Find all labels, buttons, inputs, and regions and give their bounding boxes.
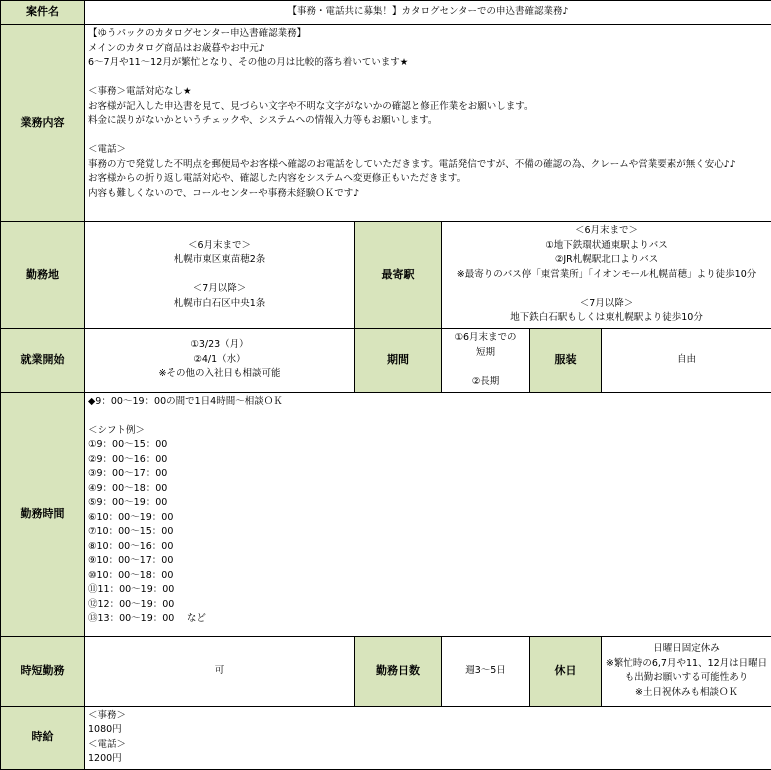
work-days-label: 勤務日数: [355, 636, 442, 706]
location-line: ＜6月末まで＞: [88, 239, 351, 254]
business-content-value: [85, 25, 771, 222]
dress-label: 服装: [530, 328, 602, 392]
shift-example: ⑨10：00～17：00: [88, 554, 768, 569]
business-line: メインのカタログ商品はお歳暮やお中元♪: [88, 42, 768, 57]
dress-value: 自由: [602, 328, 771, 392]
short-time-value: 可: [85, 636, 355, 706]
wage-line: ＜電話＞: [88, 738, 768, 753]
case-name-value: 【事務・電話共に募集！】カタログセンターでの申込書確認業務♪: [85, 1, 771, 25]
start-line: ①3/23（月）: [88, 338, 351, 353]
start-line: ②4/1（水）: [88, 353, 351, 368]
holiday-line: も出勤お願いする可能性あり: [605, 671, 768, 686]
row-short-time: [1, 636, 771, 706]
business-line: 内容も難しくないので、コールセンターや事務未経験ＯＫです♪: [88, 187, 768, 202]
row-work-location: [1, 222, 771, 329]
wage-line: 1080円: [88, 723, 768, 738]
hours-label: 勤務時間: [1, 392, 85, 636]
row-start: [1, 328, 771, 392]
business-line: 6～7月や11～12月が繁忙となり、その他の月は比較的落ち着いています★: [88, 56, 768, 71]
wage-line: 1200円: [88, 752, 768, 767]
shift-example: ⑧10：00～16：00: [88, 540, 768, 555]
hours-line: ＜シフト例＞: [88, 424, 768, 439]
wage-label: 時給: [1, 706, 85, 769]
business-content-label: 業務内容: [1, 25, 85, 222]
period-line: ①6月末までの: [445, 331, 526, 346]
period-line: 短期: [445, 346, 526, 361]
shift-example: ①9：00～15：00: [88, 438, 768, 453]
business-line: ＜電話＞: [88, 143, 768, 158]
start-label: 就業開始: [1, 328, 85, 392]
shift-example: ⑫12：00～19：00: [88, 598, 768, 613]
nearest-station-value: [442, 222, 771, 329]
shift-example: ④9：00～18：00: [88, 482, 768, 497]
shift-example: ②9：00～16：00: [88, 453, 768, 468]
period-label: 期間: [355, 328, 442, 392]
hours-line: ◆9：00～19：00の間で1日4時間～相談ＯＫ: [88, 395, 768, 410]
row-case-name: [1, 1, 771, 25]
business-line: ＜事務＞電話対応なし★: [88, 85, 768, 100]
work-days-value: 週3～5日: [442, 636, 530, 706]
holiday-value: [602, 636, 771, 706]
period-value: [442, 328, 530, 392]
business-line: お客様が記入した申込書を見て、見づらい文字や不明な文字がないかの確認と修正作業をお願いします。: [88, 100, 768, 115]
work-location-value: [85, 222, 355, 329]
location-line: 札幌市白石区中央1条: [88, 297, 351, 312]
station-line: ＜6月末まで＞: [445, 224, 768, 239]
row-hours: [1, 392, 771, 636]
shift-example: ⑪11：00～19：00: [88, 583, 768, 598]
row-wage: [1, 706, 771, 769]
location-line: 札幌市東区東苗穂2条: [88, 253, 351, 268]
wage-value: [85, 706, 771, 769]
wage-line: ＜事務＞: [88, 709, 768, 724]
start-value: [85, 328, 355, 392]
shift-example: ⑬13：00～19：00 など: [88, 612, 768, 627]
period-line: ②長期: [445, 375, 526, 390]
station-line: ※最寄りのバス停「東営業所」「イオンモール札幌苗穂」より徒歩10分: [445, 268, 768, 283]
station-line: 地下鉄白石駅もしくは東札幌駅より徒歩10分: [445, 311, 768, 326]
row-business-content: [1, 25, 771, 222]
business-line: 料金に誤りがないかというチェックや、システムへの情報入力等もお願いします。: [88, 114, 768, 129]
short-time-label: 時短勤務: [1, 636, 85, 706]
shift-example: ⑤9：00～19：00: [88, 496, 768, 511]
hours-value: [85, 392, 771, 636]
case-name-label: 案件名: [1, 1, 85, 25]
holiday-line: ※繁忙時の6,7月や11、12月は日曜日: [605, 657, 768, 672]
shift-example: ⑦10：00～15：00: [88, 525, 768, 540]
work-location-label: 勤務地: [1, 222, 85, 329]
holiday-line: ※土日祝休みも相談ＯＫ: [605, 686, 768, 701]
nearest-station-label: 最寄駅: [355, 222, 442, 329]
shift-example: ⑩10：00～18：00: [88, 569, 768, 584]
business-line: お客様からの折り返し電話対応や、確認した内容をシステムへ変更修正もいただきます。: [88, 172, 768, 187]
station-line: ①地下鉄環状通東駅よりバス: [445, 239, 768, 254]
station-line: ②JR札幌駅北口よりバス: [445, 253, 768, 268]
business-line: 【ゆうパックのカタログセンター申込書確認業務】: [88, 27, 768, 42]
holiday-line: 日曜日固定休み: [605, 642, 768, 657]
shift-example: ③9：00～17：00: [88, 467, 768, 482]
shift-example: ⑥10：00～19：00: [88, 511, 768, 526]
start-line: ※その他の入社日も相談可能: [88, 367, 351, 382]
holiday-label: 休日: [530, 636, 602, 706]
business-line: 事務の方で発覚した不明点を郵便局やお客様へ確認のお電話をしていただきます。電話発信ですが、不備の確認の為、クレームや営業要素が無く安心♪♪: [88, 158, 768, 173]
location-line: ＜7月以降＞: [88, 282, 351, 297]
station-line: ＜7月以降＞: [445, 297, 768, 312]
